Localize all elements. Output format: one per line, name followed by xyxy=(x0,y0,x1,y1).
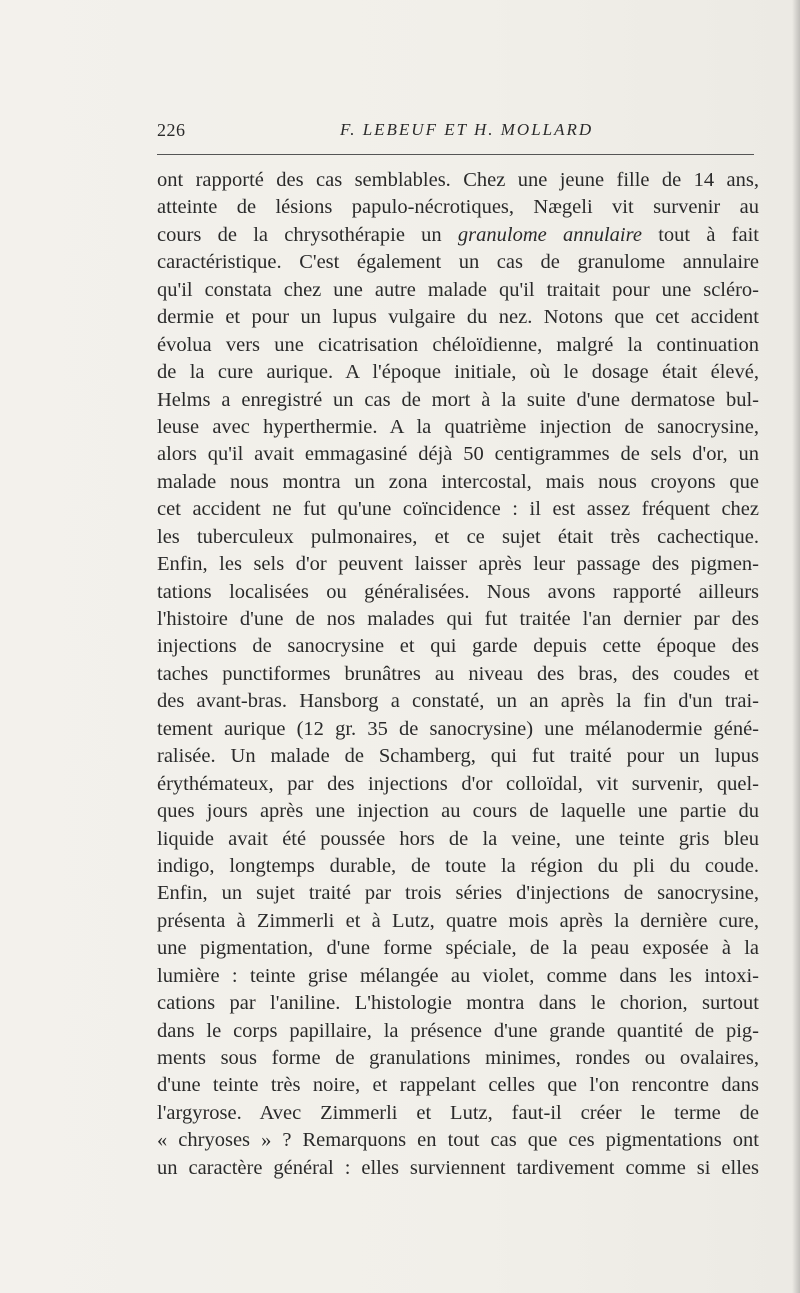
text-line xyxy=(157,606,759,633)
page-number: 226 xyxy=(157,120,186,140)
text-line xyxy=(157,880,759,907)
text-line xyxy=(157,332,759,359)
text-line xyxy=(157,935,759,962)
text-line xyxy=(157,1018,759,1045)
text-segment: leuse avec hyperthermie. A la quatrième injection de sanocrysine, xyxy=(157,415,759,438)
text-line xyxy=(157,579,759,606)
header-rule xyxy=(157,154,754,155)
text-line xyxy=(157,194,759,221)
text-line xyxy=(157,277,759,304)
body-text xyxy=(157,167,759,1182)
text-segment: l'argyrose. Avec Zimmerli et Lutz, faut-il créer le terme de xyxy=(157,1101,759,1124)
text-segment: tations localisées ou généralisées. Nous avons rapporté ailleurs xyxy=(157,580,759,603)
text-line xyxy=(157,249,759,276)
text-segment: ont rapporté des cas semblables. Chez une jeune fille de 14 ans, xyxy=(157,169,759,191)
text-line xyxy=(157,743,759,770)
text-segment: des avant-bras. Hansborg a constaté, un an après la fin d'un trai- xyxy=(157,690,759,713)
text-line xyxy=(157,798,759,825)
text-segment: indigo, longtemps durable, de toute la région du pli du coude. xyxy=(157,854,759,877)
text-segment: d'une teinte très noire, et rappelant celles que l'on rencontre dans xyxy=(157,1074,759,1097)
text-line xyxy=(157,853,759,880)
text-segment: malade nous montra un zona intercostal, mais nous croyons que xyxy=(157,470,759,493)
text-segment: dans le corps papillaire, la présence d'une grande quantité de pig- xyxy=(157,1019,759,1042)
text-segment: liquide avait été poussée hors de la veine, une teinte gris bleu xyxy=(157,827,759,850)
text-segment: lumière : teinte grise mélangée au violet, comme dans les intoxi- xyxy=(157,964,759,987)
page-header xyxy=(157,120,755,144)
text-line xyxy=(157,661,759,688)
text-segment: dermie et pour un lupus vulgaire du nez. Notons que cet accident xyxy=(157,306,759,329)
text-line xyxy=(157,414,759,441)
text-segment: cours de la chrysothérapie un xyxy=(157,223,458,246)
text-line xyxy=(157,716,759,743)
text-segment: évolua vers une cicatrisation chéloïdienne, malgré la continuation xyxy=(157,333,759,356)
text-line xyxy=(157,387,759,414)
text-segment: tout à fait xyxy=(641,223,759,246)
text-segment: taches punctiformes brunâtres au niveau des bras, des coudes et xyxy=(157,662,759,685)
text-segment: Enfin, un sujet traité par trois séries d'injections de sanocrysine, xyxy=(157,882,759,905)
text-segment: Enfin, les sels d'or peuvent laisser après leur passage des pigmen- xyxy=(157,553,759,576)
text-segment: alors qu'il avait emmagasiné déjà 50 centigrammes de sels d'or, un xyxy=(157,443,759,466)
italic-term: granulome annulaire xyxy=(457,223,642,246)
text-line xyxy=(157,304,759,331)
running-head: F. LEBEUF ET H. MOLLARD xyxy=(340,120,594,139)
text-segment: de la cure aurique. A l'époque initiale, où le dosage était élevé, xyxy=(157,361,759,384)
text-segment: une pigmentation, d'une forme spéciale, de la peau exposée à la xyxy=(157,937,759,960)
text-line xyxy=(157,469,759,496)
text-segment: l'histoire d'une de nos malades qui fut traitée l'an dernier par des xyxy=(157,608,759,630)
text-line xyxy=(157,1155,759,1182)
text-segment: Helms a enregistré un cas de mort à la suite d'une dermatose bul- xyxy=(157,388,759,411)
text-segment: cations par l'aniline. L'histologie montra dans le chorion, surtout xyxy=(157,992,759,1015)
text-segment: cet accident ne fut qu'une coïncidence : il est assez fréquent chez xyxy=(157,498,759,521)
text-segment: les tuberculeux pulmonaires, et ce sujet était très cachectique. xyxy=(157,525,759,548)
text-line xyxy=(157,222,759,249)
text-line xyxy=(157,1072,759,1099)
text-line xyxy=(157,524,759,551)
text-line xyxy=(157,1045,759,1072)
text-segment: tement aurique (12 gr. 35 de sanocrysine) une mélanodermie géné- xyxy=(157,717,759,740)
text-segment: atteinte de lésions papulo-nécrotiques, Nægeli vit survenir au xyxy=(157,196,759,219)
text-segment: ments sous forme de granulations minimes, rondes ou ovalaires, xyxy=(157,1047,759,1069)
page-edge-shadow xyxy=(792,0,800,1293)
text-segment: caractéristique. C'est également un cas de granulome annulaire xyxy=(157,251,759,274)
text-segment: ralisée. Un malade de Schamberg, qui fut traité pour un lupus xyxy=(157,745,759,768)
text-line xyxy=(157,826,759,853)
text-segment: ques jours après une injection au cours de laquelle une partie du xyxy=(157,800,759,823)
text-segment: érythémateux, par des injections d'or colloïdal, vit survenir, quel- xyxy=(157,772,759,795)
text-segment: présenta à Zimmerli et à Lutz, quatre mois après la dernière cure, xyxy=(157,909,759,932)
text-segment: « chryoses » ? Remarquons en tout cas que ces pigmentations ont xyxy=(157,1129,759,1152)
text-line xyxy=(157,1100,759,1127)
text-line xyxy=(157,551,759,578)
text-line xyxy=(157,496,759,523)
text-line xyxy=(157,167,759,194)
text-line xyxy=(157,908,759,935)
text-line xyxy=(157,359,759,386)
text-segment: injections de sanocrysine et qui garde depuis cette époque des xyxy=(157,635,759,658)
text-line xyxy=(157,1127,759,1154)
text-segment: un caractère général : elles surviennent tardivement comme si elles xyxy=(157,1156,759,1179)
text-line xyxy=(157,963,759,990)
text-line xyxy=(157,633,759,660)
text-line xyxy=(157,441,759,468)
text-line xyxy=(157,688,759,715)
text-line xyxy=(157,990,759,1017)
text-segment: qu'il constata chez une autre malade qu'il traitait pour une scléro- xyxy=(157,278,759,301)
text-line xyxy=(157,771,759,798)
